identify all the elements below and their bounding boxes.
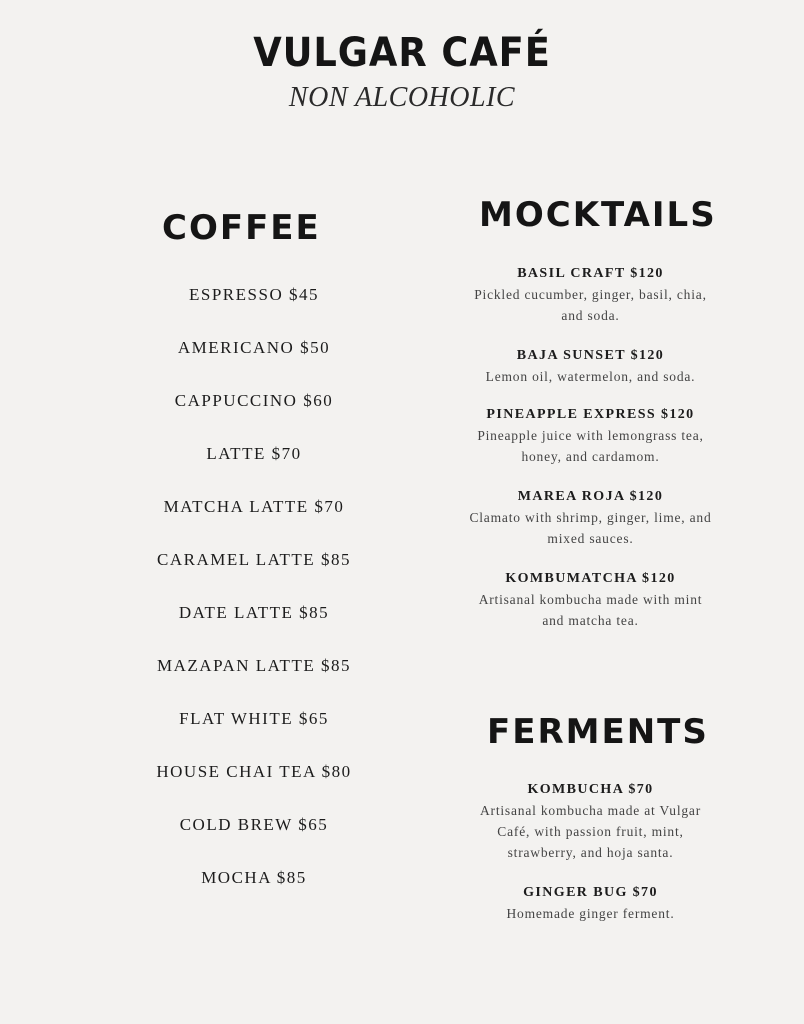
drink-description: Homemade ginger ferment.	[506, 906, 675, 921]
cafe-title: VULGAR CAFÉ	[253, 30, 551, 76]
drink-description: Lemon oil, watermelon, and soda.	[485, 369, 696, 384]
drink-description: Artisanal kombucha made at Vulgar Café, with passion fruit, mint, strawberry, and hoja santa.	[479, 803, 702, 860]
coffee-item: MOCHA $85	[201, 868, 307, 887]
coffee-heading: COFFEE	[162, 208, 321, 248]
drink-name: GINGER BUG $70	[523, 885, 658, 900]
coffee-item: HOUSE CHAI TEA $80	[156, 762, 352, 781]
drink-description: Artisanal kombucha made with mint and matcha tea.	[478, 592, 703, 628]
coffee-item: CARAMEL LATTE $85	[157, 550, 351, 569]
coffee-item: COLD BREW $65	[179, 815, 329, 834]
drink-description: Pineapple juice with lemongrass tea, honey, and cardamom.	[477, 428, 704, 464]
mocktail-item	[468, 487, 713, 549]
mocktail-item	[468, 346, 713, 387]
drink-name: KOMBUMATCHA $120	[505, 571, 676, 586]
ferment-list	[468, 780, 713, 944]
mocktail-item	[468, 405, 713, 467]
mocktails-heading: MOCKTAILS	[479, 195, 717, 235]
ferment-item	[468, 780, 713, 863]
coffee-item: DATE LATTE $85	[178, 603, 330, 622]
mocktail-item	[468, 264, 713, 326]
menu-subtitle: NON ALCOHOLIC	[288, 82, 516, 113]
ferments-heading: FERMENTS	[487, 712, 709, 752]
drink-description: Clamato with shrimp, ginger, lime, and mixed sauces.	[469, 510, 712, 546]
drink-name: KOMBUCHA $70	[527, 782, 654, 797]
coffee-item: ESPRESSO $45	[189, 285, 319, 304]
coffee-item: LATTE $70	[206, 444, 302, 463]
mocktail-list	[468, 264, 713, 651]
coffee-item: CAPPUCCINO $60	[174, 391, 334, 410]
coffee-item: MAZAPAN LATTE $85	[157, 656, 351, 675]
ferment-item	[468, 883, 713, 924]
drink-name: PINEAPPLE EXPRESS $120	[486, 407, 695, 422]
drink-name: BAJA SUNSET $120	[516, 348, 665, 363]
coffee-item: AMERICANO $50	[177, 338, 331, 357]
coffee-list	[106, 280, 402, 916]
mocktail-item	[468, 569, 713, 631]
drink-name: BASIL CRAFT $120	[517, 266, 664, 281]
coffee-item: MATCHA LATTE $70	[163, 497, 345, 516]
coffee-item: FLAT WHITE $65	[179, 709, 329, 728]
drink-description: Pickled cucumber, ginger, basil, chia, and soda.	[474, 287, 707, 323]
drink-name: MAREA ROJA $120	[517, 489, 664, 504]
